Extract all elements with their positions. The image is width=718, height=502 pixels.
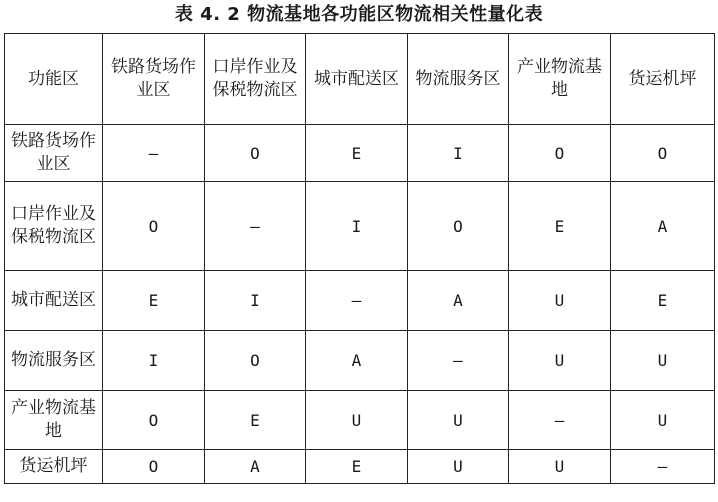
table-cell: – — [509, 391, 611, 450]
table-cell: U — [408, 450, 509, 484]
table-cell: O — [103, 182, 205, 271]
table-cell: U — [611, 391, 715, 450]
column-header: 城市配送区 — [306, 34, 408, 125]
row-header: 货运机坪 — [5, 450, 103, 484]
table-caption: 表 4. 2 物流基地各功能区物流相关性量化表 — [174, 4, 544, 25]
table-cell: – — [103, 125, 205, 182]
table-cell: O — [509, 125, 611, 182]
correlation-table — [4, 33, 715, 484]
table-cell: E — [103, 271, 205, 331]
table-cell: I — [306, 182, 408, 271]
table-cell: U — [611, 331, 715, 391]
table-cell: E — [306, 125, 408, 182]
table-row — [5, 182, 715, 271]
table-cell: A — [408, 271, 509, 331]
table-cell: – — [408, 331, 509, 391]
table-cell: – — [205, 182, 306, 271]
table-cell: U — [408, 391, 509, 450]
table-row — [5, 450, 715, 484]
column-header: 货运机坪 — [611, 34, 715, 125]
table-cell: O — [103, 450, 205, 484]
header-row — [5, 34, 715, 125]
table-cell: E — [611, 271, 715, 331]
table-cell: A — [611, 182, 715, 271]
table-row — [5, 271, 715, 331]
table-cell: U — [306, 391, 408, 450]
column-header: 物流服务区 — [408, 34, 509, 125]
table-cell: I — [205, 271, 306, 331]
table-row — [5, 331, 715, 391]
table-cell: A — [306, 331, 408, 391]
table-cell: O — [205, 125, 306, 182]
table-cell: E — [205, 391, 306, 450]
table-cell: – — [611, 450, 715, 484]
corner-header: 功能区 — [5, 34, 103, 125]
table-row — [5, 391, 715, 450]
table-cell: O — [103, 391, 205, 450]
row-header: 产业物流基地 — [5, 391, 103, 450]
table-cell: E — [509, 182, 611, 271]
table-cell: E — [306, 450, 408, 484]
table-row — [5, 125, 715, 182]
table-cell: I — [408, 125, 509, 182]
column-header: 口岸作业及保税物流区 — [205, 34, 306, 125]
column-header: 铁路货场作业区 — [103, 34, 205, 125]
table-cell: U — [509, 450, 611, 484]
table-cell: A — [205, 450, 306, 484]
table-cell: O — [408, 182, 509, 271]
row-header: 城市配送区 — [5, 271, 103, 331]
table-cell: O — [611, 125, 715, 182]
table-cell: – — [306, 271, 408, 331]
row-header: 口岸作业及保税物流区 — [5, 182, 103, 271]
row-header: 铁路货场作业区 — [5, 125, 103, 182]
row-header: 物流服务区 — [5, 331, 103, 391]
table-cell: U — [509, 331, 611, 391]
column-header: 产业物流基地 — [509, 34, 611, 125]
table-cell: U — [509, 271, 611, 331]
table-cell: O — [205, 331, 306, 391]
table-cell: I — [103, 331, 205, 391]
